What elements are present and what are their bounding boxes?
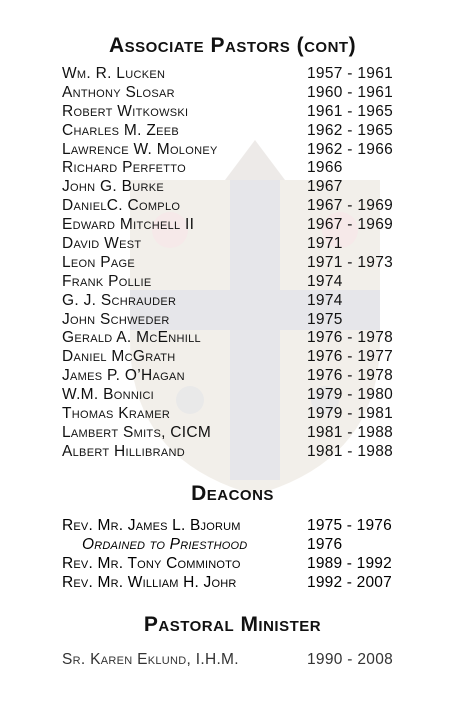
list-item — [62, 273, 422, 292]
pastor-years: 1966 — [307, 159, 343, 177]
list-item — [62, 178, 422, 197]
list-item — [62, 254, 422, 273]
pastor-name: John G. Burke — [62, 178, 164, 196]
pastor-name: Richard Perfetto — [62, 159, 186, 177]
list-item — [62, 329, 422, 348]
deacon-name: Rev. Mr. James L. Bjorum — [62, 517, 241, 534]
list-item — [62, 65, 422, 84]
pastor-years: 1967 - 1969 — [307, 216, 394, 234]
associate-pastors-heading: Associate Pastors (cont) — [108, 34, 357, 57]
list-item — [62, 235, 422, 254]
pastor-name: James P. O’Hagan — [62, 367, 185, 385]
list-item — [62, 367, 422, 386]
pastor-name: David West — [62, 235, 142, 253]
pastor-name: Wm. R. Lucken — [62, 65, 166, 82]
pastor-name: Thomas Kramer — [62, 405, 171, 423]
pastor-name: Lambert Smits, CICM — [62, 423, 212, 441]
list-item — [62, 348, 422, 367]
pastor-years: 1975 — [307, 310, 343, 328]
pastor-years: 1971 — [307, 235, 343, 253]
pastor-name: Gerald A. McEnhill — [62, 329, 201, 347]
pastor-years: 1974 — [307, 291, 343, 309]
list-item — [62, 159, 422, 178]
list-item — [62, 516, 422, 535]
pastor-years: 1976 - 1978 — [307, 367, 394, 385]
pastor-years: 1979 - 1980 — [307, 386, 394, 404]
list-item — [62, 424, 422, 443]
associate-pastors-list — [62, 65, 422, 462]
pastor-years: 1960 - 1961 — [307, 83, 394, 101]
deacon-years: 1989 - 1992 — [307, 555, 392, 572]
deacon-years: 1992 - 2007 — [307, 574, 392, 591]
list-item — [62, 386, 422, 405]
pastor-years: 1957 - 1961 — [307, 65, 394, 82]
pastor-years: 1979 - 1981 — [307, 405, 394, 423]
list-item — [62, 311, 422, 330]
minister-name: Sr. Karen Eklund, I.H.M. — [62, 651, 239, 668]
deacon-name: Rev. Mr. William H. Johr — [62, 574, 237, 591]
list-item — [62, 292, 422, 311]
pastor-name: Anthony Slosar — [62, 83, 175, 101]
pastor-years: 1976 - 1977 — [307, 348, 394, 366]
list-item — [62, 84, 422, 103]
list-item — [62, 216, 422, 235]
pastor-name: John Schweder — [62, 310, 170, 328]
list-item — [62, 405, 422, 424]
list-item — [62, 535, 422, 554]
deacons-list — [62, 516, 422, 592]
pastor-years: 1971 - 1973 — [307, 253, 394, 271]
list-item — [62, 554, 422, 573]
deacons-heading: Deacons — [191, 482, 274, 505]
list-item — [62, 651, 422, 670]
pastor-years: 1967 - 1969 — [307, 197, 394, 215]
minister-years: 1990 - 2008 — [307, 651, 394, 668]
pastor-name: Albert Hillibrand — [62, 442, 186, 460]
pastor-years: 1974 — [307, 272, 343, 290]
pastor-name: Edward Mitchell II — [62, 216, 195, 234]
deacon-name: Rev. Mr. Tony Comminoto — [62, 555, 241, 572]
pastor-years: 1976 - 1978 — [307, 329, 394, 347]
pastor-name: W.M. Bonnici — [62, 386, 155, 404]
pastor-years: 1962 - 1965 — [307, 121, 394, 139]
pastor-years: 1981 - 1988 — [307, 442, 394, 460]
pastor-years: 1967 — [307, 178, 343, 196]
pastor-name: Charles M. Zeeb — [62, 121, 180, 139]
deacon-years: 1975 - 1976 — [307, 517, 392, 534]
pastor-name: Robert Witkowski — [62, 102, 189, 120]
list-item — [62, 141, 422, 160]
pastor-name: DanielC. Complo — [62, 197, 181, 215]
list-item — [62, 197, 422, 216]
pastor-years: 1962 - 1966 — [307, 140, 394, 158]
list-item — [62, 573, 422, 592]
pastor-name: Frank Pollie — [62, 272, 152, 290]
pastor-name: Leon Page — [62, 253, 136, 271]
pastor-name: Lawrence W. Moloney — [62, 140, 218, 158]
pastor-name: Daniel McGrath — [62, 348, 176, 366]
list-item — [62, 122, 422, 141]
pastor-years: 1961 - 1965 — [307, 102, 394, 120]
pastor-years: 1981 - 1988 — [307, 423, 394, 441]
pastoral-minister-list — [62, 651, 422, 670]
pastor-name: G. J. Schrauder — [62, 291, 177, 309]
pastoral-minister-heading: Pastoral Minister — [143, 613, 322, 636]
list-item — [62, 103, 422, 122]
ordination-note: Ordained to Priesthood — [82, 536, 248, 553]
deacon-years: 1976 — [307, 536, 343, 553]
list-item — [62, 443, 422, 462]
